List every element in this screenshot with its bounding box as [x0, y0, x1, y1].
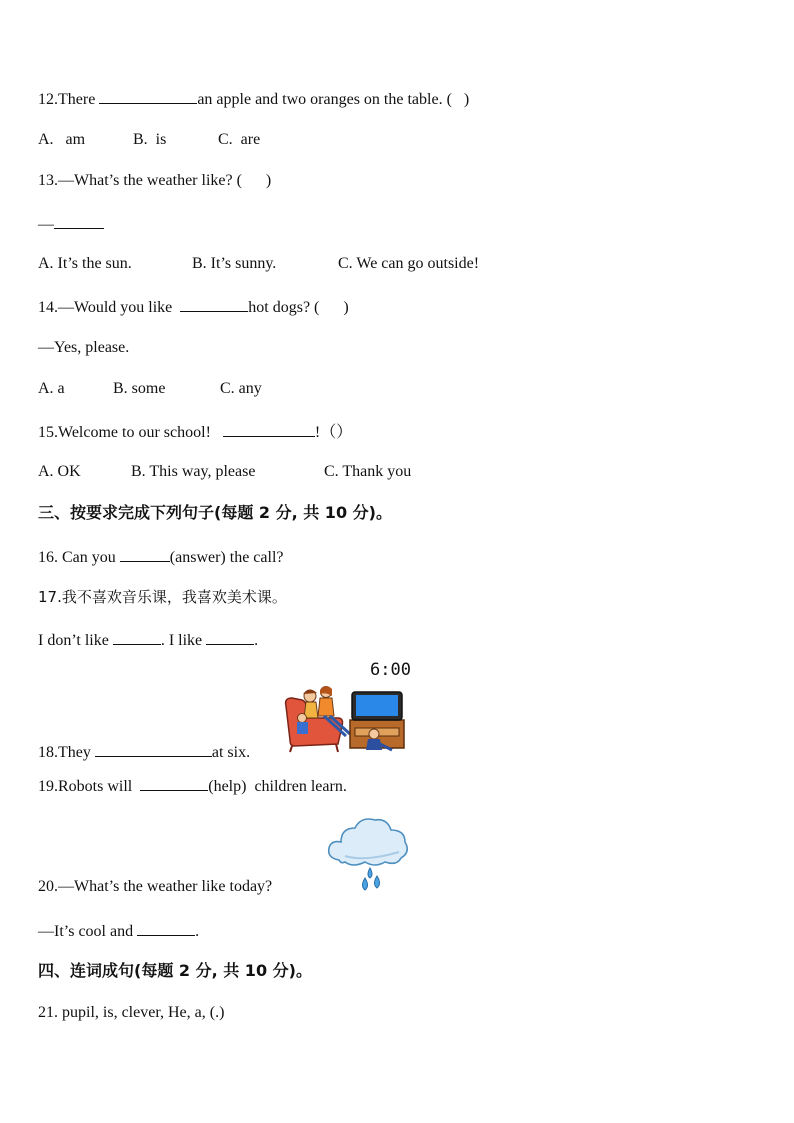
q12-option-a[interactable]: A. am	[38, 131, 86, 148]
q14-stem-end: hot dogs? ( )	[248, 299, 349, 316]
question-12	[38, 88, 469, 110]
q20-answer-blank[interactable]	[137, 920, 195, 936]
question-21: 21. pupil, is, clever, He, a, (.)	[38, 1004, 225, 1021]
q13-answer-line	[38, 213, 104, 235]
q12-answer-blank[interactable]	[99, 88, 197, 104]
q17-part-c: .	[254, 632, 259, 649]
q12-stem-end: an apple and two oranges on the table. ( )	[197, 91, 470, 108]
q18-time-label: 6:00	[370, 660, 411, 680]
section-3-heading: 三、按要求完成下列句子(每题 2 分, 共 10 分)。	[38, 503, 392, 522]
q13-answer-blank[interactable]	[54, 213, 104, 229]
q20-reply	[38, 920, 199, 942]
q18-answer-blank[interactable]	[95, 741, 212, 757]
q17-part-b: . I like	[160, 632, 207, 649]
q14-answer-blank[interactable]	[180, 296, 248, 312]
question-13: 13.—What’s the weather like? ( )	[38, 172, 272, 189]
q19-stem-start: 19.Robots will	[38, 778, 141, 795]
q18-stem-start: 18.They	[38, 744, 95, 761]
q15-option-a[interactable]: A. OK	[38, 463, 81, 480]
q16-stem-end: (answer) the call?	[169, 549, 284, 566]
q17-blank-2[interactable]	[206, 629, 254, 645]
question-19	[38, 775, 347, 797]
q20-reply-start: —It’s cool and	[38, 923, 138, 940]
q14-option-b[interactable]: B. some	[113, 380, 166, 397]
question-15	[38, 421, 352, 443]
q20-reply-end: .	[195, 923, 200, 940]
q14-option-a[interactable]: A. a	[38, 380, 65, 397]
q17-blank-1[interactable]	[113, 629, 161, 645]
q13-option-c[interactable]: C. We can go outside!	[338, 255, 480, 272]
q16-stem-start: 16. Can you	[38, 549, 120, 566]
q15-answer-blank[interactable]	[223, 421, 315, 437]
q16-answer-blank[interactable]	[120, 546, 170, 562]
q12-stem-start: 12.There	[38, 91, 100, 108]
q19-stem-end: (help) children learn.	[208, 778, 347, 795]
q19-answer-blank[interactable]	[140, 775, 208, 791]
q18-stem-end: at six.	[211, 744, 251, 761]
rain-cloud-icon	[325, 812, 411, 894]
q17-part-a: I don’t like	[38, 632, 113, 649]
q13-option-a[interactable]: A. It’s the sun.	[38, 255, 132, 272]
question-16	[38, 546, 284, 568]
question-17: 17.我不喜欢音乐课，我喜欢美术课。	[38, 588, 287, 606]
section-4-heading: 四、连词成句(每题 2 分, 共 10 分)。	[38, 961, 312, 980]
question-20: 20.—What’s the weather like today?	[38, 878, 273, 895]
q15-stem-start: 15.Welcome to our school!	[38, 424, 223, 441]
family-watching-tv-illustration	[280, 684, 408, 754]
q13-option-b[interactable]: B. It’s sunny.	[192, 255, 277, 272]
q15-stem-end: !（）	[314, 424, 353, 441]
question-14	[38, 296, 349, 318]
q12-option-b[interactable]: B. is	[133, 131, 167, 148]
q12-option-c[interactable]: C. are	[218, 131, 261, 148]
q17-sentence	[38, 629, 258, 651]
q15-option-b[interactable]: B. This way, please	[131, 463, 256, 480]
q14-reply: —Yes, please.	[38, 339, 130, 356]
q15-option-c[interactable]: C. Thank you	[324, 463, 412, 480]
q14-option-c[interactable]: C. any	[220, 380, 262, 397]
question-18	[38, 741, 250, 763]
q14-stem-start: 14.—Would you like	[38, 299, 181, 316]
q13-answer-prefix: —	[38, 216, 54, 233]
